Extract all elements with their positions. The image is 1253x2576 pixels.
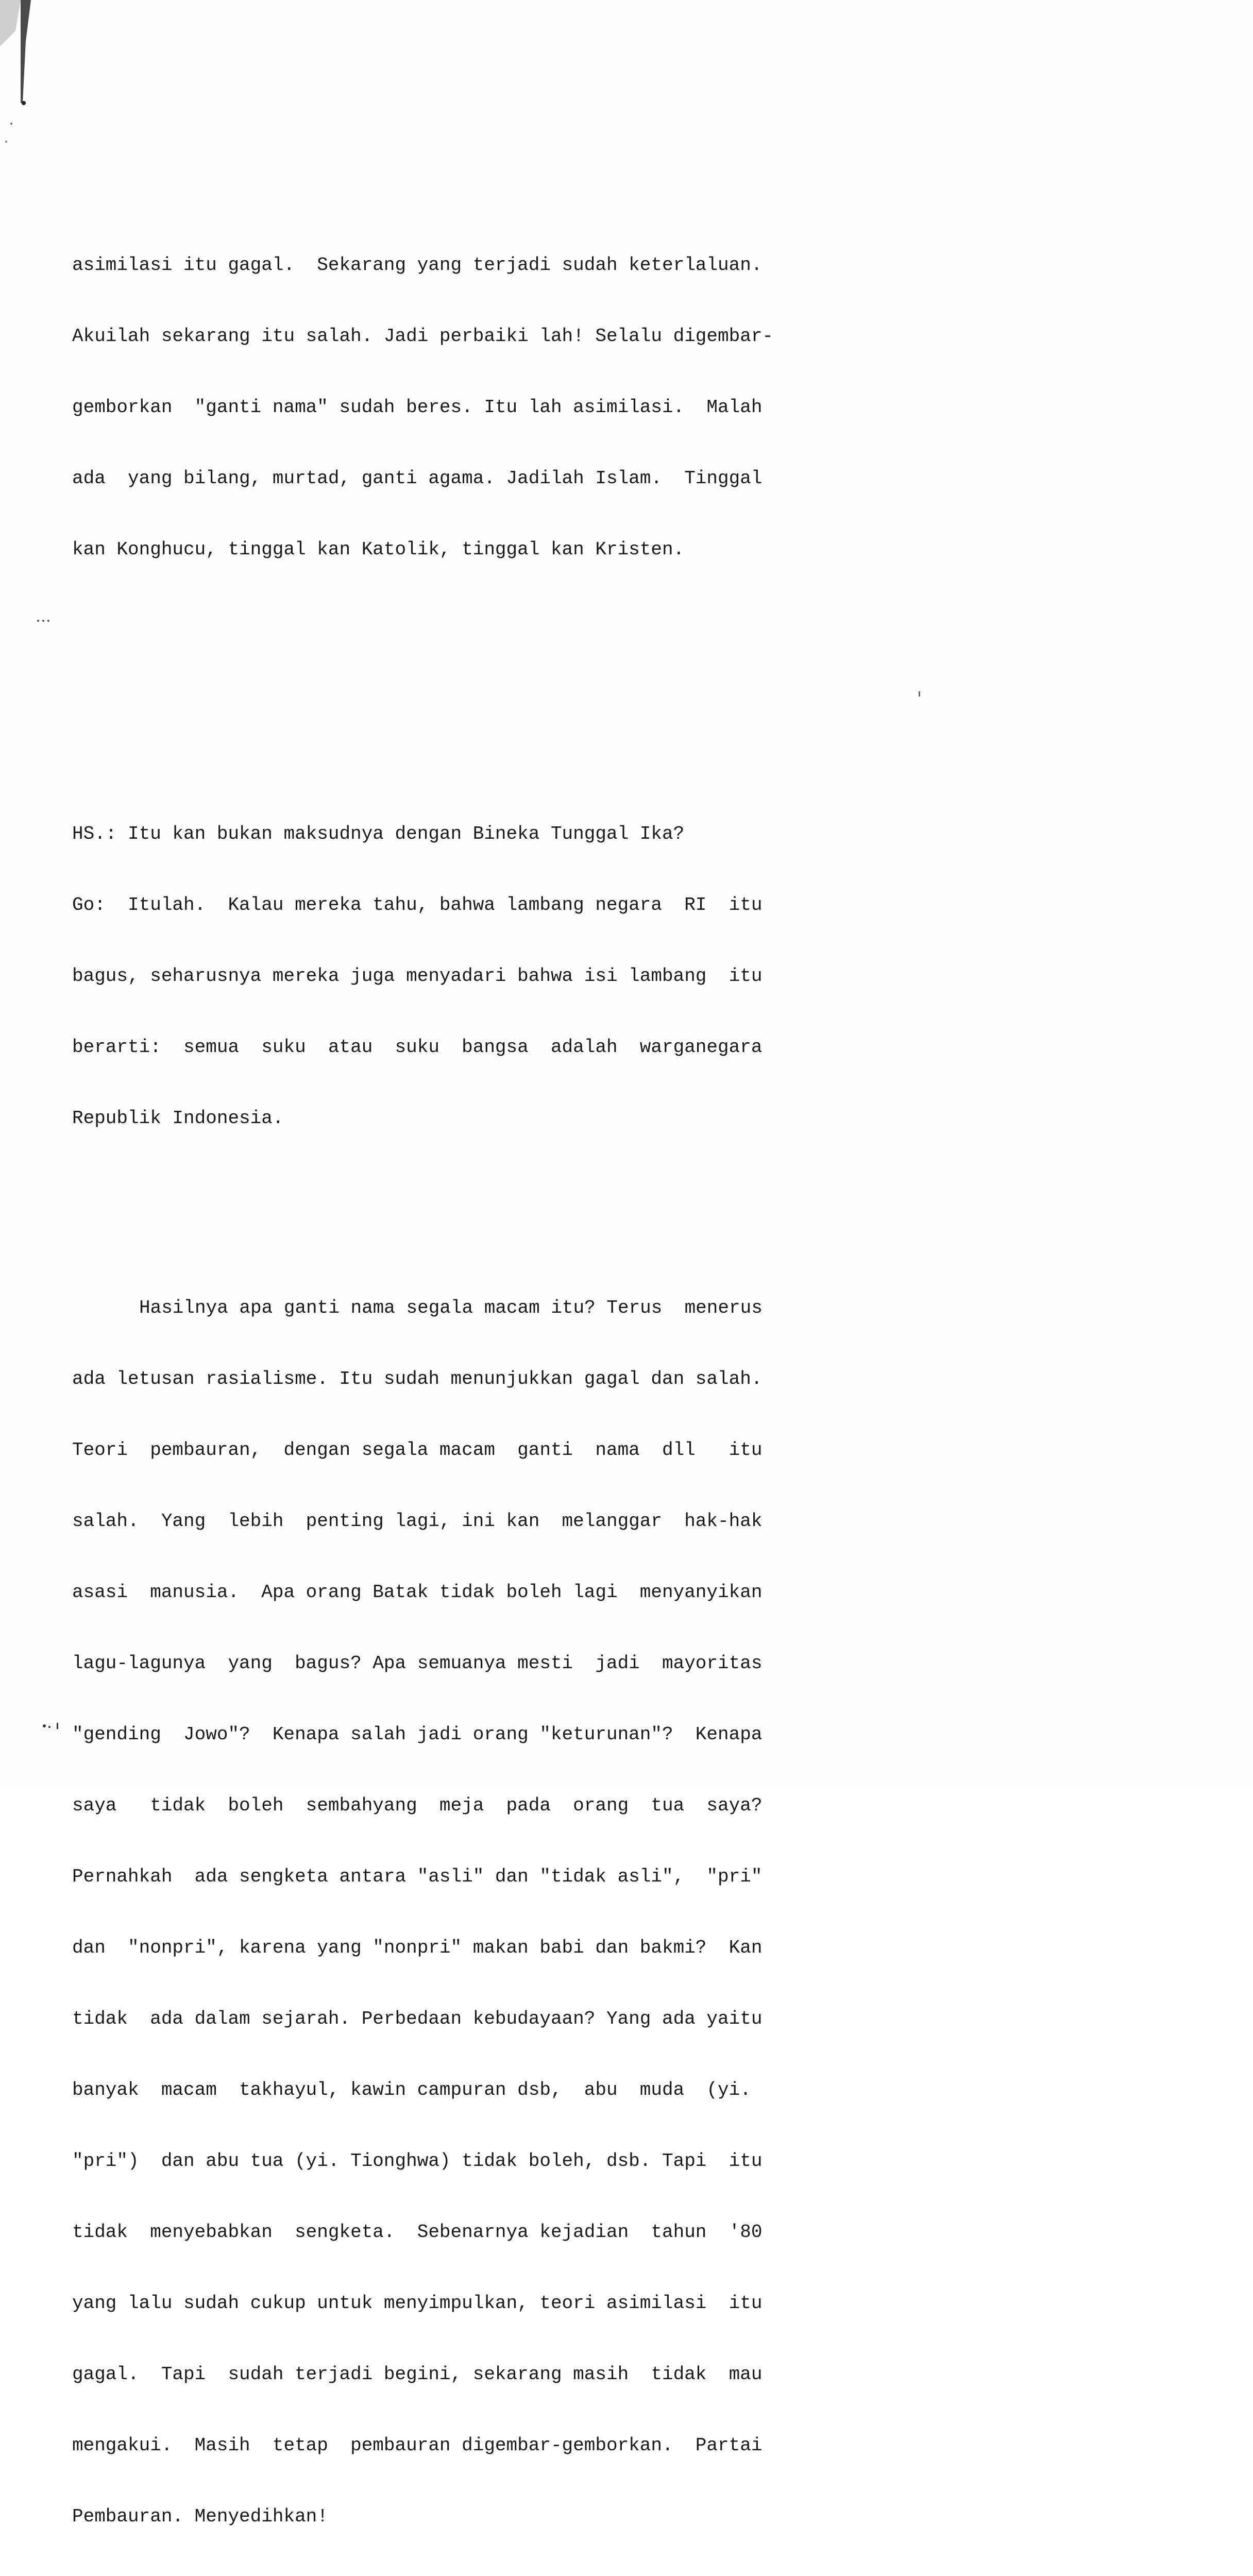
interview-question: HS.: Itu kan bukan maksudnya dengan Bineka Tunggal Ika? bbox=[72, 823, 685, 844]
text-line: "gending Jowo"? Kenapa salah jadi orang "keturunan"? Kenapa bbox=[72, 1724, 763, 1745]
text-line: banyak macam takhayul, kawin campuran dsb, abu muda (yi. bbox=[72, 2079, 751, 2100]
text-line: salah. Yang lebih penting lagi, ini kan melanggar hak-hak bbox=[72, 1511, 763, 1532]
text-line: yang lalu sudah cukup untuk menyimpulkan, teori asimilasi itu bbox=[72, 2293, 763, 2314]
text-line: Republik Indonesia. bbox=[72, 1108, 284, 1129]
document-body bbox=[72, 135, 896, 2576]
text-line: "pri") dan abu tua (yi. Tionghwa) tidak boleh, dsb. Tapi itu bbox=[72, 2150, 763, 2172]
spacer bbox=[72, 680, 896, 704]
text-line: bagus, seharusnya mereka juga menyadari bahwa isi lambang itu bbox=[72, 965, 763, 987]
text-line: Go: Itulah. Kalau mereka tahu, bahwa lambang negara RI itu bbox=[72, 894, 763, 916]
scan-corner-mark bbox=[0, 0, 46, 155]
text-line: asimilasi itu gagal. Sekarang yang terjadi sudah keterlaluan. bbox=[72, 255, 763, 276]
text-line: dan "nonpri", karena yang "nonpri" makan babi dan bakmi? Kan bbox=[72, 1937, 763, 1958]
text-line: Pembauran. Menyedihkan! bbox=[72, 2506, 328, 2527]
text-line: tidak ada dalam sejarah. Perbedaan kebudayaan? Yang ada yaitu bbox=[72, 2008, 763, 2029]
text-line: Teori pembauran, dengan segala macam ganti nama dll itu bbox=[72, 1439, 763, 1461]
text-line: lagu-lagunya yang bagus? Apa semuanya mesti jadi mayoritas bbox=[72, 1653, 763, 1674]
scan-dot-mark bbox=[41, 1721, 67, 1731]
text-line: ada letusan rasialisme. Itu sudah menunjukkan gagal dan salah. bbox=[72, 1368, 763, 1389]
text-line: kan Konghucu, tinggal kan Katolik, tinggal kan Kristen. bbox=[72, 539, 685, 560]
text-line: asasi manusia. Apa orang Batak tidak boleh lagi menyanyikan bbox=[72, 1582, 763, 1603]
text-line: gemborkan "ganti nama" sudah beres. Itu lah asimilasi. Malah bbox=[72, 397, 763, 418]
text-line: ada yang bilang, murtad, ganti agama. Jadilah Islam. Tinggal bbox=[72, 468, 763, 489]
text-line: mengakui. Masih tetap pembauran digembar-gemborkan. Partai bbox=[72, 2435, 763, 2456]
paragraph-hasilnya bbox=[72, 1249, 896, 2576]
qa-block-1 bbox=[72, 775, 896, 1178]
text-line: Hasilnya apa ganti nama segala macam itu? Terus menerus bbox=[139, 1297, 763, 1318]
paragraph-intro bbox=[72, 206, 896, 609]
scan-dot-mark bbox=[917, 690, 922, 698]
scan-dot-mark bbox=[36, 618, 52, 623]
text-line: berarti: semua suku atau suku bangsa adalah warganegara bbox=[72, 1037, 763, 1058]
text-line: gagal. Tapi sudah terjadi begini, sekarang masih tidak mau bbox=[72, 2364, 763, 2385]
text-line: Akuilah sekarang itu salah. Jadi perbaiki lah! Selalu digembar- bbox=[72, 326, 774, 347]
text-line: Pernahkah ada sengketa antara "asli" dan "tidak asli", "pri" bbox=[72, 1866, 763, 1887]
text-line: tidak menyebabkan sengketa. Sebenarnya kejadian tahun '80 bbox=[72, 2222, 763, 2243]
text-line: saya tidak boleh sembahyang meja pada orang tua saya? bbox=[72, 1795, 763, 1816]
